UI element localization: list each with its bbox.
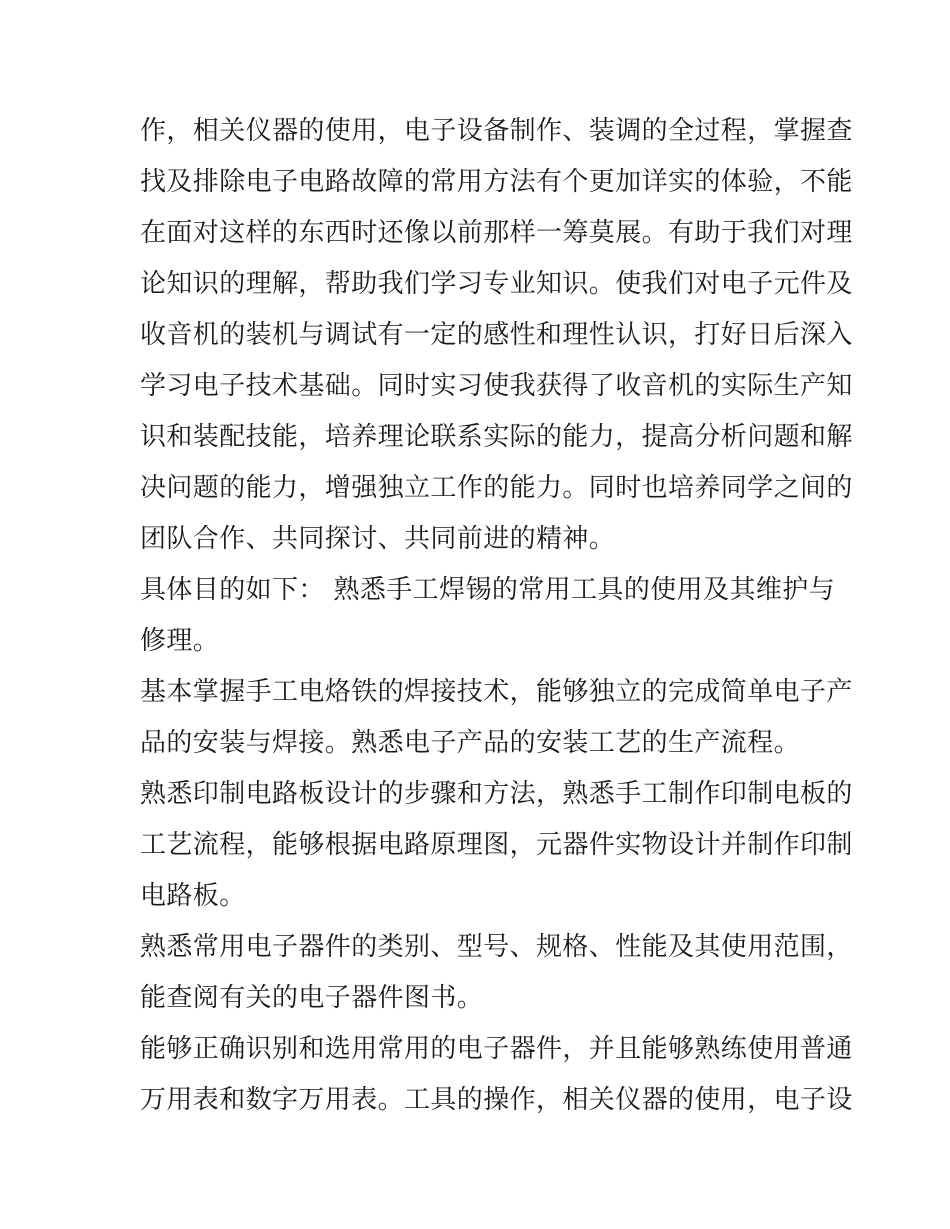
paragraph-purpose-overview: [140, 106, 853, 565]
text-line: 能够正确识别和选用常用的电子器件，并且能够熟练使用普通: [140, 1034, 853, 1064]
text-line: 基本掌握手工电烙铁的焊接技术，能够独立的完成简单电子产: [140, 677, 853, 707]
text-line: 万用表和数字万用表。工具的操作，相关仪器的使用，电子设: [140, 1085, 853, 1115]
text-line: 团队合作、共同探讨、共同前进的精神。: [140, 524, 616, 554]
text-line: 具体目的如下： 熟悉手工焊锡的常用工具的使用及其维护与: [140, 575, 836, 605]
text-line: 作，相关仪器的使用，电子设备制作、装调的全过程，掌握查: [140, 116, 853, 146]
text-line: 在面对这样的东西时还像以前那样一筹莫展。有助于我们对理: [140, 218, 853, 248]
paragraph-multimeter: [140, 1024, 853, 1126]
text-line: 找及排除电子电路故障的常用方法有个更加详实的体验，不能: [140, 167, 853, 197]
paragraph-components: [140, 922, 853, 1024]
text-line: 工艺流程，能够根据电路原理图，元器件实物设计并制作印制: [140, 830, 853, 860]
text-line: 收音机的装机与调试有一定的感性和理性认识，打好日后深入: [140, 320, 853, 350]
document-body: [140, 106, 853, 1126]
paragraph-pcb-design: [140, 769, 853, 922]
paragraph-soldering-skills: [140, 667, 853, 769]
paragraph-specific-goals: [140, 565, 836, 667]
text-line: 修理。: [140, 626, 220, 656]
text-line: 熟悉常用电子器件的类别、型号、规格、性能及其使用范围，: [140, 932, 853, 962]
text-line: 熟悉印制电路板设计的步骤和方法，熟悉手工制作印制电板的: [140, 779, 853, 809]
text-line: 识和装配技能，培养理论联系实际的能力，提高分析问题和解: [140, 422, 853, 452]
text-line: 品的安装与焊接。熟悉电子产品的安装工艺的生产流程。: [140, 728, 801, 758]
text-line: 论知识的理解，帮助我们学习专业知识。使我们对电子元件及: [140, 269, 853, 299]
text-line: 学习电子技术基础。同时实习使我获得了收音机的实际生产知: [140, 371, 853, 401]
text-line: 电路板。: [140, 881, 246, 911]
text-line: 能查阅有关的电子器件图书。: [140, 983, 484, 1013]
text-line: 决问题的能力，增强独立工作的能力。同时也培养同学之间的: [140, 473, 853, 503]
